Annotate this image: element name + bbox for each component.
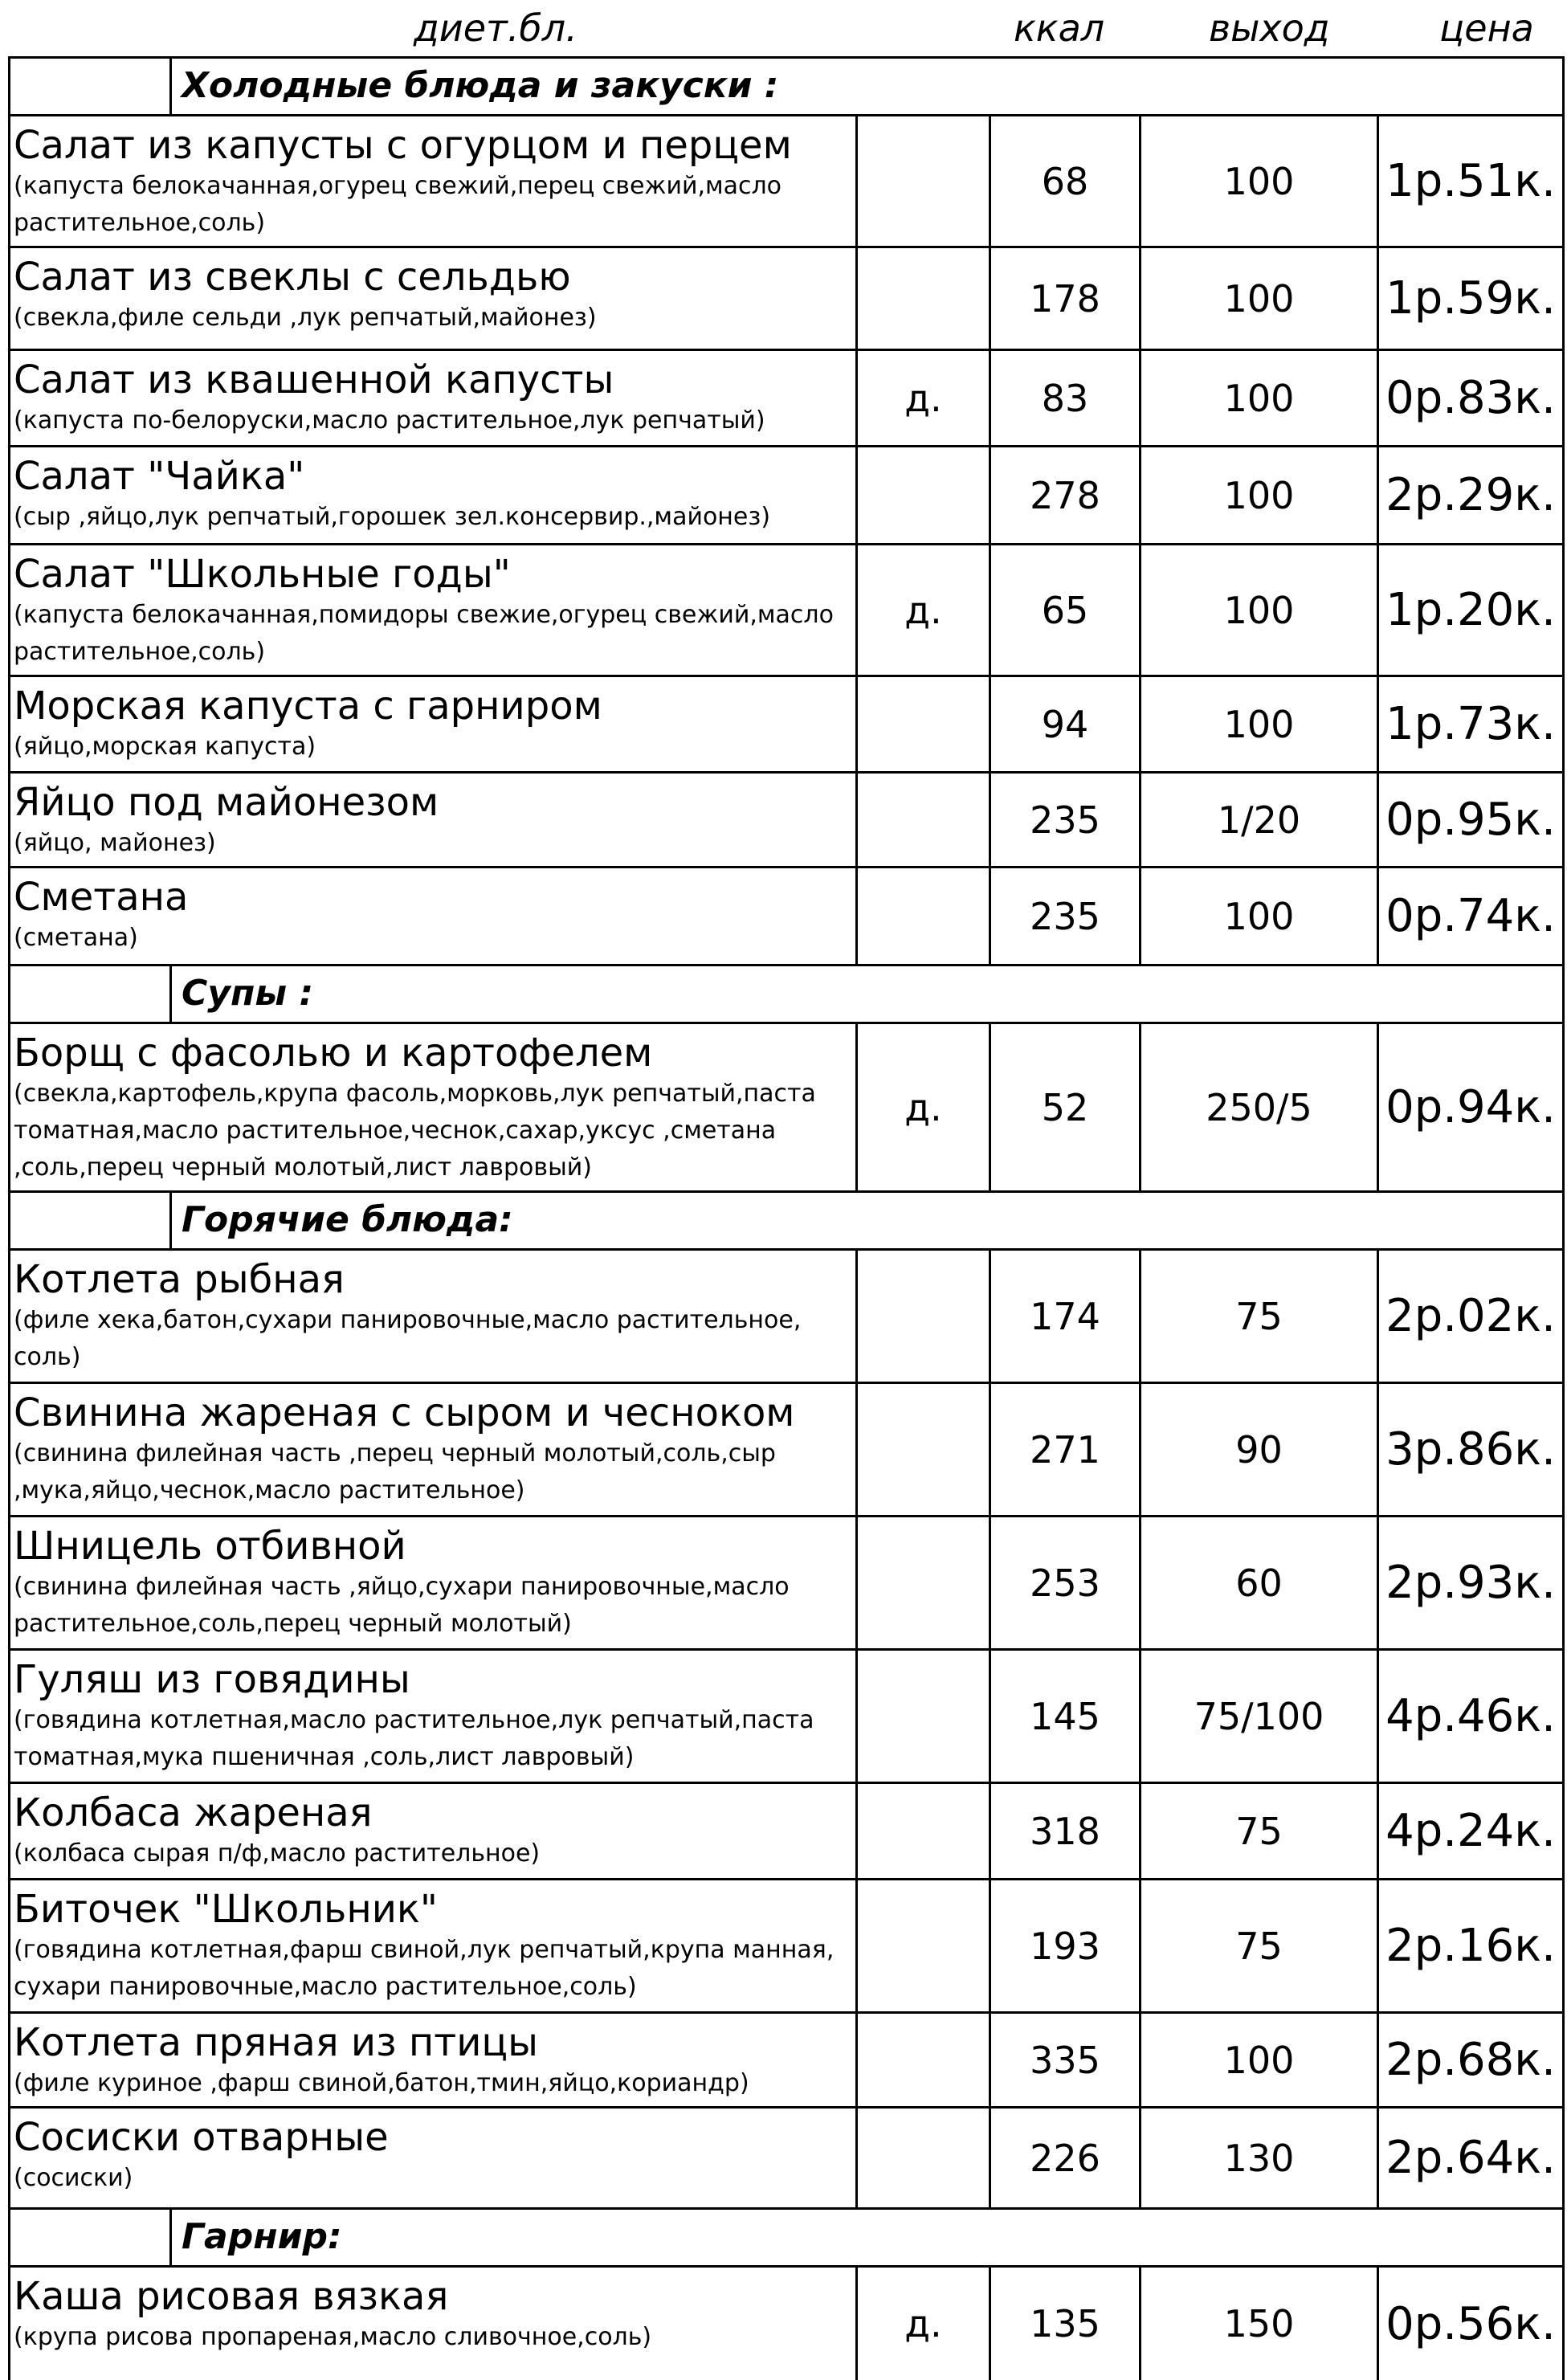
section-row: [8, 966, 1565, 1024]
diet-mark: д.: [855, 545, 989, 675]
dish-name: Борщ с фасолью и картофелем: [14, 1031, 653, 1076]
header-price: цена: [1439, 6, 1534, 50]
dish-ingredients: (свекла,филе сельди ,лук репчатый,майонез): [14, 304, 597, 332]
diet-mark: д.: [855, 351, 989, 445]
dish-name: Морская капуста с гарниром: [14, 684, 602, 729]
diet-mark: [855, 2109, 989, 2207]
output-value: 100: [1139, 116, 1377, 246]
diet-mark: [855, 447, 989, 543]
price-value: 2р.02к.: [1377, 1251, 1562, 1382]
price-value: 1р.51к.: [1377, 116, 1562, 246]
dish-name: Шницель отбивной: [14, 1524, 406, 1569]
diet-mark: [855, 248, 989, 349]
kcal-value: 318: [989, 1784, 1139, 1878]
kcal-value: 83: [989, 351, 1139, 445]
dish-ingredients: (филе хека,батон,сухари панировочные,масло растительное, соль): [14, 1306, 802, 1371]
dish-name: Салат из капусты с огурцом и перцем: [14, 123, 792, 168]
kcal-value: 174: [989, 1251, 1139, 1382]
kcal-value: 68: [989, 116, 1139, 246]
diet-mark: [855, 1880, 989, 2011]
section-row: [8, 59, 1565, 116]
section-title: Гарнир:: [169, 2210, 342, 2265]
dish-name: Гуляш из говядины: [14, 1657, 410, 1702]
section-title: Супы :: [169, 966, 313, 1022]
dish-ingredients: (филе куриное ,фарш свиной,батон,тмин,яйцо,кориандр): [14, 2069, 749, 2097]
dish-name: Котлета рыбная: [14, 1257, 345, 1302]
menu-item: [8, 2109, 1565, 2210]
dish-ingredients: (капуста белокачанная,огурец свежий,перец свежий,масло растительное,соль): [14, 172, 782, 237]
output-value: 1/20: [1139, 774, 1377, 866]
diet-mark: [855, 116, 989, 246]
output-value: 90: [1139, 1384, 1377, 1515]
price-value: 4р.24к.: [1377, 1784, 1562, 1878]
diet-mark: [855, 1517, 989, 1648]
kcal-value: 52: [989, 1024, 1139, 1190]
price-value: 2р.29к.: [1377, 447, 1562, 543]
header-diet: диет.бл.: [414, 6, 577, 50]
header-output: выход: [1209, 6, 1330, 50]
price-value: 2р.68к.: [1377, 2014, 1562, 2106]
diet-mark: д.: [855, 2268, 989, 2380]
menu-item: [8, 545, 1565, 677]
kcal-value: 278: [989, 447, 1139, 543]
menu-item: [8, 2014, 1565, 2109]
dish-name: Колбаса жареная: [14, 1790, 373, 1835]
dish-ingredients: (свекла,картофель,крупа фасоль,морковь,лук репчатый,паста томатная,масло растительное,чеснок,сахар,уксус ,сметана ,соль,перец черный молотый,лист лавровый): [14, 1080, 816, 1182]
menu-item: [8, 1384, 1565, 1517]
price-value: 0р.56к.: [1377, 2268, 1562, 2380]
dish-name: Салат "Школьные годы": [14, 552, 511, 597]
price-value: 0р.95к.: [1377, 774, 1562, 866]
header-kcal: ккал: [1014, 6, 1105, 50]
output-value: 250/5: [1139, 1024, 1377, 1190]
diet-mark: [855, 1651, 989, 1782]
kcal-value: 235: [989, 774, 1139, 866]
price-value: 1р.59к.: [1377, 248, 1562, 349]
kcal-value: 271: [989, 1384, 1139, 1515]
diet-mark: [855, 774, 989, 866]
price-value: 1р.20к.: [1377, 545, 1562, 675]
price-value: 0р.74к.: [1377, 868, 1562, 964]
dish-ingredients: (яйцо, майонез): [14, 829, 216, 857]
menu-item: [8, 248, 1565, 351]
dish-name: Салат из квашенной капусты: [14, 357, 614, 402]
output-value: 150: [1139, 2268, 1377, 2380]
menu-item: [8, 677, 1565, 774]
price-value: 4р.46к.: [1377, 1651, 1562, 1782]
diet-mark: [855, 868, 989, 964]
output-value: 75: [1139, 1251, 1377, 1382]
output-value: 75: [1139, 1784, 1377, 1878]
dish-name: Каша рисовая вязкая: [14, 2274, 449, 2319]
dish-ingredients: (свинина филейная часть ,перец черный молотый,соль,сыр ,мука,яйцо,чеснок,масло растительное): [14, 1439, 776, 1504]
section-title: Холодные блюда и закуски :: [169, 59, 778, 114]
menu-item: [8, 1517, 1565, 1651]
dish-ingredients: (говядина котлетная,фарш свиной,лук репчатый,крупа манная, сухари панировочные,масло растительное,соль): [14, 1936, 835, 2001]
diet-mark: [855, 1784, 989, 1878]
price-value: 0р.83к.: [1377, 351, 1562, 445]
dish-name: Свинина жареная с сыром и чесноком: [14, 1390, 795, 1435]
menu-item: [8, 1251, 1565, 1384]
dish-ingredients: (свинина филейная часть ,яйцо,сухари панировочные,масло растительное,соль,перец черный молотый): [14, 1573, 790, 1638]
dish-name: Котлета пряная из птицы: [14, 2020, 538, 2065]
output-value: 100: [1139, 677, 1377, 771]
kcal-value: 335: [989, 2014, 1139, 2106]
output-value: 60: [1139, 1517, 1377, 1648]
dish-ingredients: (сметана): [14, 924, 138, 952]
menu-item: [8, 1880, 1565, 2014]
output-value: 100: [1139, 248, 1377, 349]
menu-item: [8, 116, 1565, 248]
dish-ingredients: (капуста по-белоруски,масло растительное,лук репчатый): [14, 406, 765, 435]
kcal-value: 193: [989, 1880, 1139, 2011]
dish-ingredients: (говядина котлетная,масло растительное,лук репчатый,паста томатная,мука пшеничная ,соль,лист лавровый): [14, 1706, 814, 1771]
diet-mark: [855, 2014, 989, 2106]
diet-mark: [855, 1251, 989, 1382]
dish-ingredients: (крупа рисова пропареная,масло сливочное,соль): [14, 2323, 652, 2351]
menu-item: [8, 447, 1565, 545]
output-value: 100: [1139, 447, 1377, 543]
dish-name: Сметана: [14, 875, 189, 920]
dish-name: Сосиски отварные: [14, 2115, 389, 2160]
dish-ingredients: (яйцо,морская капуста): [14, 733, 316, 761]
diet-mark: [855, 677, 989, 771]
price-value: 0р.94к.: [1377, 1024, 1562, 1190]
menu-item: [8, 774, 1565, 868]
kcal-value: 65: [989, 545, 1139, 675]
dish-name: Яйцо под майонезом: [14, 780, 439, 825]
menu-item: [8, 351, 1565, 447]
output-value: 130: [1139, 2109, 1377, 2207]
price-value: 3р.86к.: [1377, 1384, 1562, 1515]
kcal-value: 145: [989, 1651, 1139, 1782]
diet-mark: [855, 1384, 989, 1515]
kcal-value: 178: [989, 248, 1139, 349]
kcal-value: 94: [989, 677, 1139, 771]
output-value: 100: [1139, 2014, 1377, 2106]
output-value: 100: [1139, 545, 1377, 675]
kcal-value: 253: [989, 1517, 1139, 1648]
section-row: [8, 1193, 1565, 1251]
output-value: 75: [1139, 1880, 1377, 2011]
menu-item: [8, 868, 1565, 966]
dish-name: Салат из свеклы с сельдью: [14, 255, 571, 300]
output-value: 75/100: [1139, 1651, 1377, 1782]
kcal-value: 226: [989, 2109, 1139, 2207]
price-value: 2р.64к.: [1377, 2109, 1562, 2207]
menu-table: [8, 56, 1565, 2380]
dish-ingredients: (колбаса сырая п/ф,масло растительное): [14, 1839, 541, 1868]
dish-ingredients: (сыр ,яйцо,лук репчатый,горошек зел.консервир.,майонез): [14, 503, 771, 531]
section-row: [8, 2210, 1565, 2268]
diet-mark: д.: [855, 1024, 989, 1190]
kcal-value: 135: [989, 2268, 1139, 2380]
output-value: 100: [1139, 351, 1377, 445]
output-value: 100: [1139, 868, 1377, 964]
price-value: 2р.93к.: [1377, 1517, 1562, 1648]
price-value: 2р.16к.: [1377, 1880, 1562, 2011]
dish-ingredients: (капуста белокачанная,помидоры свежие,огурец свежий,масло растительное,соль): [14, 601, 834, 666]
menu-item: [8, 1784, 1565, 1880]
menu-item: [8, 2268, 1565, 2380]
dish-ingredients: (сосиски): [14, 2164, 133, 2192]
dish-name: Салат "Чайка": [14, 454, 305, 499]
section-title: Горячие блюда:: [169, 1193, 513, 1248]
menu-item: [8, 1651, 1565, 1784]
price-value: 1р.73к.: [1377, 677, 1562, 771]
dish-name: Биточек "Школьник": [14, 1887, 438, 1932]
menu-item: [8, 1024, 1565, 1193]
kcal-value: 235: [989, 868, 1139, 964]
